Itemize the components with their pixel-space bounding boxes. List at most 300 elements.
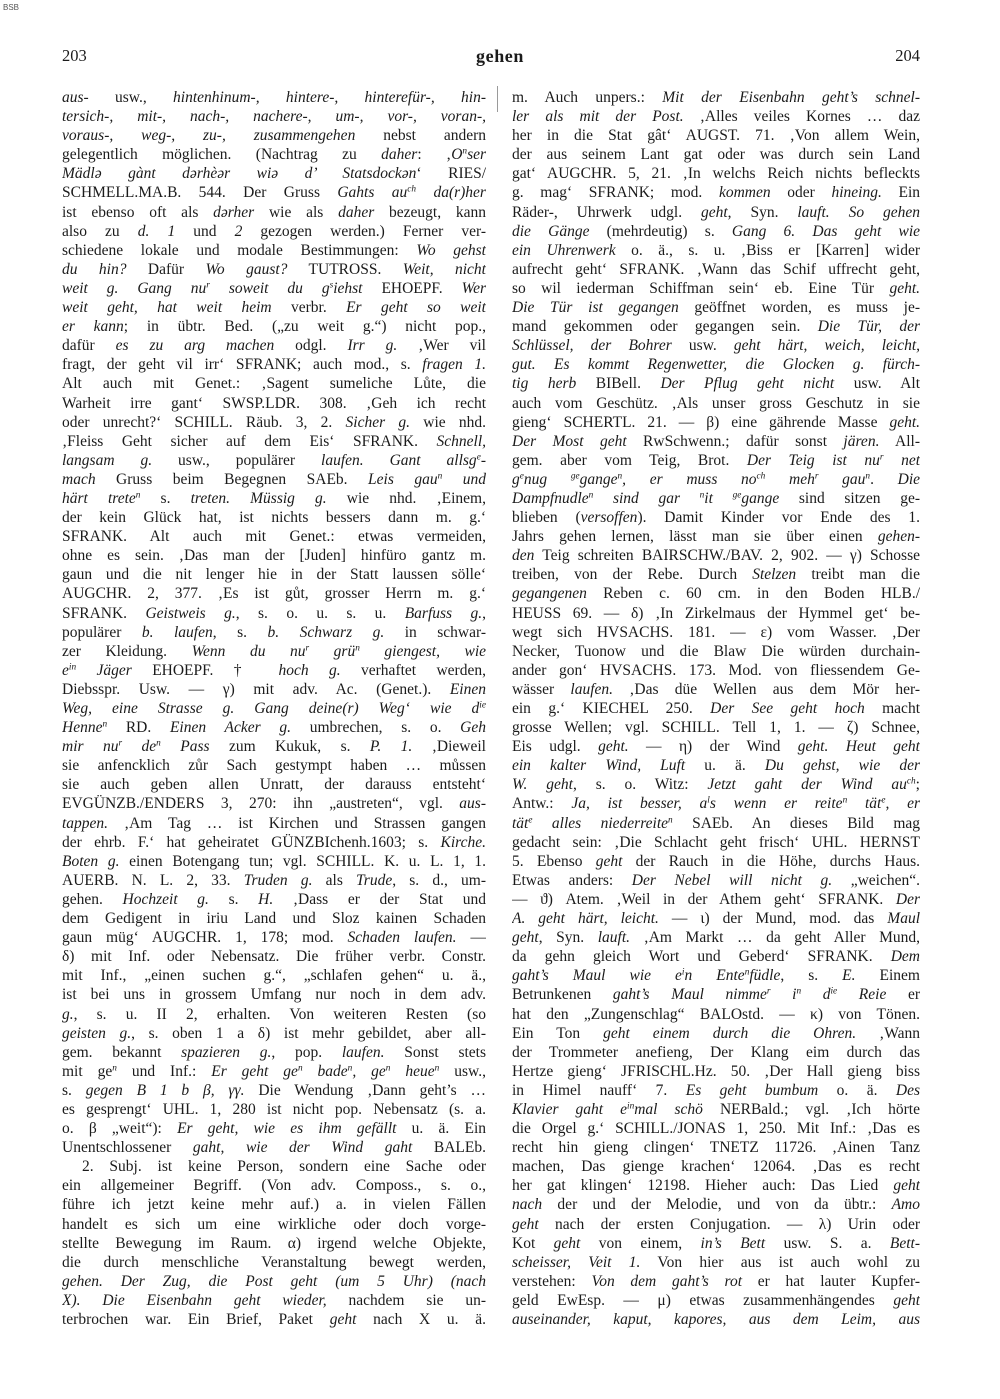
roman-text: — (456, 929, 486, 947)
text-line (62, 279, 486, 298)
roman-text: SCHMELL.MA.B. 544. Der Gruss (62, 184, 338, 202)
text-line (62, 546, 486, 565)
italic-text: gut. Es kommt Regenwetter, die Glocken g. fürch- (512, 356, 920, 374)
italic-text: geisten g. (62, 1024, 132, 1042)
superscript-text: n (617, 471, 623, 482)
text-line (512, 222, 920, 241)
superscript-text: r (766, 986, 771, 997)
roman-text: zer Kleidung. (62, 642, 192, 660)
roman-text: ohne es sein. ‚Das man der [Juden] hinfüro gantz m. (62, 547, 486, 565)
text-line (512, 699, 920, 718)
italic-text: tig herb (512, 375, 577, 393)
italic-text: Der Pflug geht nicht (660, 375, 835, 393)
italic-text: er kann (62, 318, 124, 336)
text-line (62, 527, 486, 546)
roman-text: , Syn. (727, 203, 798, 221)
roman-text: geöffnet worden, es muss je- (678, 299, 920, 317)
italic-text: geht. (797, 738, 829, 756)
italic-text: fragen 1. (422, 356, 486, 374)
text-line (512, 203, 920, 222)
superscript-text: n (347, 1063, 353, 1074)
superscript-text: n (297, 1063, 303, 1074)
text-line (62, 126, 486, 145)
roman-text: NERBald.; vgl. ‚Ich hörte (702, 1100, 920, 1118)
italic-text: mal schö (634, 1100, 703, 1118)
italic-text: voraus-, weg-, zu-, zusammengehen (62, 127, 356, 145)
italic-text: spazieren g. (181, 1043, 272, 1061)
text-line (62, 1005, 486, 1024)
text-line (512, 1100, 920, 1119)
superscript-text: s (329, 280, 334, 291)
superscript-text: n (744, 967, 750, 978)
roman-text: δ) mit Inf. oder Nebensatz. Die früher verbr. Constr. (62, 948, 486, 966)
roman-text: von einem, (580, 1234, 701, 1252)
roman-text: als (312, 871, 357, 889)
text-line (512, 1043, 920, 1062)
text-line (62, 1043, 486, 1062)
text-line (62, 1081, 486, 1100)
italic-text: Wer (461, 279, 486, 297)
italic-text: füdle (749, 967, 781, 985)
text-line (512, 947, 920, 966)
text-line (512, 1234, 920, 1253)
text-line (62, 947, 486, 966)
italic-text: e (62, 661, 69, 679)
italic-text: giengest, wie (359, 642, 486, 660)
italic-text: geht (553, 1234, 581, 1252)
text-line (62, 775, 486, 794)
italic-text: langsam g. (62, 451, 153, 469)
text-line (512, 909, 920, 928)
text-line (62, 852, 486, 871)
roman-text: Necker, Tuonow und die Blaw Die würden durchain- (512, 642, 920, 660)
roman-text: EVGÜNZB./ENDERS 3, 270: ihn „austreten“, vgl. (62, 795, 460, 813)
italic-text: Des (895, 1081, 920, 1099)
italic-text: , er muss no (622, 470, 757, 488)
roman-text: geld EwEsp. — μ) etwas zusammenhängendes (512, 1291, 894, 1309)
roman-text: da gehn gleich Wort und Geberd‘ SFRANK. (512, 948, 891, 966)
italic-text: gange (741, 489, 780, 507)
text-line (512, 1310, 920, 1329)
text-line (512, 794, 920, 813)
superscript-text: r (206, 280, 210, 291)
roman-text: er (886, 986, 920, 1004)
text-line (512, 413, 920, 432)
roman-text: treibt man die (796, 566, 920, 584)
italic-text: gaht, wie der Wind gaht (192, 1139, 413, 1157)
roman-text: gezogen werden.) Ferner ver- (242, 222, 486, 240)
roman-text: ). Damit Kinder vor Ende des 1. (637, 509, 920, 527)
superscript-text: ie (479, 700, 486, 711)
roman-text: SAEb. An dieses Bild mag (672, 814, 920, 832)
superscript-text: l (707, 795, 710, 806)
text-line (512, 604, 920, 623)
roman-text: Ein Ton (512, 1024, 604, 1042)
roman-text: Reben c. 60 cm. in den Boden HLB./ (586, 585, 920, 603)
roman-text: , s. o. u. s. u. (235, 604, 405, 622)
italic-text: lauft. (597, 929, 630, 947)
italic-text: geht (329, 1311, 357, 1328)
italic-text: Amo (891, 1196, 920, 1214)
roman-text: nach X u. ä. (356, 1311, 486, 1328)
italic-text: Der Most geht (512, 432, 627, 450)
text-line (512, 374, 920, 393)
italic-text: Reie (837, 986, 887, 1004)
text-line (512, 1138, 920, 1157)
roman-text: TUTROSS. (287, 260, 403, 278)
roman-text: o. ä. (818, 1081, 896, 1099)
roman-text: ; in übtr. Bed. („zu weit g.“) nicht pop., (123, 318, 486, 336)
text-line (512, 88, 920, 107)
text-line (62, 584, 486, 603)
italic-text: Kirche. (440, 833, 486, 851)
roman-text: treiben, von der Rebe. Durch (512, 566, 753, 584)
text-line (62, 604, 486, 623)
text-line (62, 88, 486, 107)
italic-text: Maul (887, 910, 920, 928)
italic-text: laufen. (321, 451, 364, 469)
text-line (62, 1176, 486, 1195)
text-line (62, 355, 486, 374)
roman-text: wie nhd. ‚Einem, (326, 489, 486, 507)
italic-text: soweit du g (209, 279, 330, 297)
italic-text: jären. (843, 432, 880, 450)
text-line (512, 241, 920, 260)
italic-text: hineing. (831, 184, 882, 202)
italic-text: it (704, 489, 733, 507)
italic-text: E. (842, 967, 856, 985)
roman-text: Gruss beim Begegnen SAEb. (95, 470, 369, 488)
roman-text: s. (62, 1081, 86, 1099)
italic-text: da(r)her (416, 184, 486, 202)
italic-text: Gant allsg (389, 451, 477, 469)
roman-text: her in die Stat gât‘ AUGST. 71. ‚Von allem Wein, (512, 127, 920, 145)
italic-text: Schnell, (436, 432, 486, 450)
roman-text: m. Auch unpers.: (512, 89, 663, 106)
italic-text: kommen (718, 184, 771, 202)
italic-text: Der (895, 890, 920, 908)
italic-text: Henne (62, 719, 103, 737)
italic-text: hintenhinum-, hintere-, hinterefür-, hin- (173, 89, 486, 106)
italic-text: heue (390, 1062, 435, 1080)
italic-text: geht. (598, 738, 629, 756)
roman-text: der und der Melodie, und von da übtr.: (542, 1196, 892, 1214)
italic-text: b. (267, 623, 280, 641)
roman-text: ‚Das düe Wellen aus dem Mör her- (613, 680, 920, 698)
italic-text: Jetzt gaht der Wind au (707, 776, 907, 794)
superscript-text: n (668, 814, 673, 825)
roman-text: Räder-, Uhrwerk udgl. (512, 203, 701, 221)
superscript-text: n (588, 490, 594, 501)
roman-text: Alt auch mit Genet.: ‚Sagent sumeliche Lůte, die (62, 375, 486, 393)
text-line (512, 164, 920, 183)
italic-text: - (480, 451, 486, 469)
roman-text: o. β „weit“): (62, 1120, 178, 1138)
text-line (62, 451, 486, 470)
roman-text: die Orgel g.‘ SCHILL./JONAS 1, 250. Mit Inf.: ‚Das es (512, 1120, 920, 1138)
roman-text: so wil iederman Schiffman sein‘ eb. Eine Tür (512, 279, 890, 297)
italic-text: Wo gehst (416, 241, 486, 259)
roman-text: , s. d., um- (392, 871, 486, 889)
roman-text: Etwas anders: (512, 871, 632, 889)
superscript-text: n (437, 471, 443, 482)
text-line (512, 718, 920, 737)
text-line (512, 1291, 920, 1310)
text-line (62, 699, 486, 718)
italic-text: gegen B 1 b β, γγ. (85, 1081, 245, 1099)
italic-text: g. (62, 1005, 74, 1023)
italic-text: b. laufen (141, 623, 213, 641)
roman-text: also zu (62, 222, 138, 240)
superscript-text: e (528, 814, 533, 825)
superscript-text: ge (732, 490, 742, 501)
italic-text: Die (897, 470, 920, 488)
roman-text: nebst andern (355, 127, 486, 145)
roman-text: mit ge (62, 1062, 113, 1080)
italic-text: Das geht wie (812, 222, 920, 240)
roman-text: Warheit irre gant‘ SWSP.LDR. 308. ‚Geh ich recht (62, 394, 486, 412)
roman-text: recht hin gieng clingen‘ TNETZ 11726. ‚Ainen Tanz (512, 1139, 920, 1157)
italic-text: laufen. (341, 1043, 385, 1061)
italic-text: lauft. (797, 203, 830, 221)
italic-text: Einen Acker g. (169, 719, 292, 737)
italic-text: Einen (449, 680, 486, 698)
italic-text: Jäger (76, 661, 132, 679)
roman-text: EHOEPF. † (131, 661, 279, 679)
roman-text: — η) der Wind (628, 738, 798, 756)
superscript-text: n (865, 471, 871, 482)
roman-text: verstehen: (512, 1272, 592, 1290)
roman-text: ‚Am Markt … da geht Aller Mund, (630, 929, 920, 947)
italic-text: geht einem durch die Ohren. (603, 1024, 857, 1042)
text-line (512, 584, 920, 603)
italic-text: , ge (352, 1062, 386, 1080)
italic-text: gehen. Der Zug, die Post geht (um 5 Uhr) (nach (62, 1272, 486, 1290)
roman-text: AUERB. N. L. 2, 33. (62, 871, 244, 889)
roman-text: ‚Am Tag … ist Kirchen und Strassen gangen (108, 814, 486, 832)
roman-text: Von hier aus ist auch wohl zu (640, 1253, 920, 1271)
roman-text: g. mag‘ SFRANK; mod. (512, 184, 719, 202)
roman-text: einen Botengang tun; vgl. SCHILL. K. u. L. 1, 1. (119, 852, 486, 870)
text-line (62, 374, 486, 393)
italic-text: tät (512, 814, 529, 832)
italic-text: es zu arg machen (115, 337, 275, 355)
superscript-text: in (627, 1101, 635, 1112)
roman-text: wie nhd. (410, 413, 486, 431)
italic-text: Der Nebel will nicht g. (631, 871, 833, 889)
italic-text: Die Tür ist gegangen (512, 299, 679, 317)
italic-text: in’s Bett (700, 1234, 766, 1252)
italic-text: Mit der Eisenbahn geht’s schnel- (662, 89, 920, 106)
text-line (512, 1119, 920, 1138)
text-line (512, 260, 920, 279)
roman-text: blieben ( (512, 509, 581, 527)
italic-text: die Gänge (512, 222, 590, 240)
italic-text: geht (893, 1177, 920, 1195)
text-line (62, 508, 486, 527)
roman-text: u. ä. Ein (396, 1120, 486, 1138)
italic-text: Der See geht hoch (710, 700, 865, 717)
italic-text: alles niederreite (532, 814, 669, 832)
roman-text: wegt sich HVSACHS. 181. — ε) vom Wasser. ‚Der (512, 623, 920, 641)
superscript-text: ch (906, 776, 916, 787)
text-line (62, 203, 486, 222)
roman-text: gieng‘ SCHERTL. 21. — β) eine gährende Masse (512, 413, 890, 431)
roman-text: SFRANK. (62, 604, 146, 622)
roman-text (81, 1292, 103, 1309)
italic-text: Bett- (889, 1234, 920, 1252)
roman-text: ‚Wann (856, 1024, 920, 1042)
italic-text: tappen. (62, 814, 109, 832)
page-header (0, 44, 1000, 68)
italic-text: Er geht ge (211, 1062, 298, 1080)
text-line (62, 145, 486, 164)
roman-text: nachdem sie un- (326, 1291, 486, 1309)
italic-text: daher (338, 203, 375, 221)
italic-text: ser (467, 146, 486, 164)
roman-text: wässer (512, 680, 571, 698)
italic-text: net (883, 451, 920, 469)
text-line (512, 680, 920, 699)
text-line (512, 183, 920, 202)
library-mark: BSB (3, 3, 20, 12)
italic-text: Weit, nicht (402, 260, 486, 278)
text-line (62, 1253, 486, 1272)
italic-text: nach (512, 1196, 543, 1214)
roman-text: mit Inf., „einen suchen g.“, „schlafen gehen“ u. ä., (62, 967, 486, 985)
italic-text: Schwarz g. (299, 623, 385, 641)
text-line (512, 565, 920, 584)
italic-text: geht (893, 1291, 920, 1309)
italic-text: mir nu (62, 738, 119, 756)
headword: gehen (476, 46, 524, 66)
superscript-text: n (699, 490, 705, 501)
text-line (512, 623, 920, 642)
roman-text: Betrunkenen (512, 986, 613, 1004)
italic-text: den (512, 547, 535, 565)
roman-text: ‘ RIES/ (416, 165, 486, 183)
italic-text: Sicher g. (345, 413, 410, 431)
roman-text (230, 490, 250, 507)
superscript-text: n (112, 1063, 117, 1074)
text-line (62, 336, 486, 355)
italic-text: d. 1 (137, 222, 176, 240)
italic-text: Geistweis g. (145, 604, 236, 622)
italic-text: sind gar (593, 489, 700, 507)
italic-text: Hochzeit g. (122, 890, 209, 908)
roman-text: Hertze gieng‘ JFRISCHL.Hz. 50. ‚Der Hall gieng biss (512, 1062, 920, 1080)
italic-text: laufen. (570, 680, 614, 698)
text-line (512, 489, 920, 508)
italic-text: gegangenen (512, 585, 587, 603)
text-line (512, 737, 920, 756)
roman-text: Einem (855, 967, 920, 985)
italic-text: Heut geht (845, 738, 920, 756)
roman-text: gedacht sein: ‚Die Schlacht geht frisch‘ UHL. HERNST (512, 833, 920, 851)
text-line (62, 298, 486, 317)
italic-text: geht (700, 203, 728, 221)
italic-text: n Ente (684, 967, 745, 985)
roman-text: der aus seinem Lant gat oder was durch sein Land (512, 146, 920, 164)
roman-text: ist ebenso oft als (62, 203, 214, 221)
italic-text: Schaden laufen. (347, 929, 457, 947)
italic-text: aus- (62, 89, 89, 106)
italic-text: nug (523, 470, 571, 488)
italic-text: de (122, 738, 157, 756)
roman-text: gem. bekannt (62, 1043, 182, 1061)
text-line (62, 565, 486, 584)
roman-text: terbrochen war. Ein Brief, Paket (62, 1311, 330, 1328)
text-line (512, 279, 920, 298)
roman-text: , s. (780, 967, 843, 985)
italic-text: So gehen (848, 203, 920, 221)
text-line (512, 546, 920, 565)
italic-text: geht (595, 852, 623, 870)
roman-text: hat den „Zungenschlag“ BALOstd. — κ) von Tönen. (512, 1005, 920, 1023)
text-line (62, 1215, 486, 1234)
text-line (512, 852, 920, 871)
italic-text: Klavier gaht e (512, 1100, 627, 1118)
roman-text: dem Gedigent in iriu Land und Sloz kainen Schaden (62, 910, 486, 928)
text-line (512, 1272, 920, 1291)
roman-text: in Himel nauff‘ 7. (512, 1081, 686, 1099)
text-line (512, 775, 920, 794)
roman-text: in schwar- (384, 623, 486, 641)
italic-text: gau (818, 470, 866, 488)
italic-text: geht (512, 929, 539, 947)
text-line (62, 794, 486, 813)
text-line (512, 985, 920, 1004)
italic-text: Wo gaust? (205, 260, 288, 278)
text-line (62, 833, 486, 852)
italic-text: i (770, 986, 797, 1004)
roman-text: Kot (512, 1234, 554, 1252)
text-line (512, 394, 920, 413)
roman-text: Teig schreiten BAIRSCHW./BAV. 2, 902. — γ) Schosse (534, 547, 920, 565)
text-line (62, 985, 486, 1004)
superscript-text: ie (830, 986, 838, 997)
italic-text: Gang 6. (731, 222, 796, 240)
italic-text: ler als mit der Post. (512, 108, 684, 126)
text-line (62, 1310, 486, 1329)
roman-text (828, 738, 845, 755)
italic-text: g (512, 470, 520, 488)
italic-text: Er geht so weit (346, 299, 486, 317)
roman-text: SFRANK. Alt auch mit Genet.: etwas vermeiden, (62, 528, 486, 546)
italic-text: Weg, eine Strasse g. Gang deine(r) Weg‘ wie d (62, 700, 480, 717)
roman-text: macht (864, 700, 920, 717)
roman-text: ‚Alles veiles Kornes … daz (683, 108, 920, 126)
superscript-text: in (68, 662, 77, 673)
italic-text: Müssig g. (250, 489, 327, 507)
italic-text: Irr g. (347, 337, 398, 355)
roman-text: , s. u. II 2, erhalten. Von weiteren Resten (so (73, 1005, 486, 1023)
text-line (62, 432, 486, 451)
italic-text: , er (885, 795, 920, 813)
roman-text: nach der ersten Conjugation. — λ) Urin oder (538, 1215, 920, 1233)
text-line (62, 1272, 486, 1291)
roman-text: gem. aber vom Teig, Brot. (512, 451, 747, 469)
italic-text: härt trete (62, 489, 136, 507)
italic-text: aus- (459, 795, 486, 813)
roman-text: ist bei uns in grossem Umfang nur noch in dem adv. (62, 986, 486, 1004)
roman-text: wie als (254, 203, 339, 221)
text-line (512, 336, 920, 355)
italic-text: gaht’s Maul wie e (512, 967, 682, 985)
italic-text: gaht’s Maul nimme (612, 986, 767, 1004)
italic-text: A. geht härt, leicht. (512, 910, 659, 928)
roman-text: der Trommeter anefieng, Der Klang eim durch das (512, 1043, 920, 1061)
